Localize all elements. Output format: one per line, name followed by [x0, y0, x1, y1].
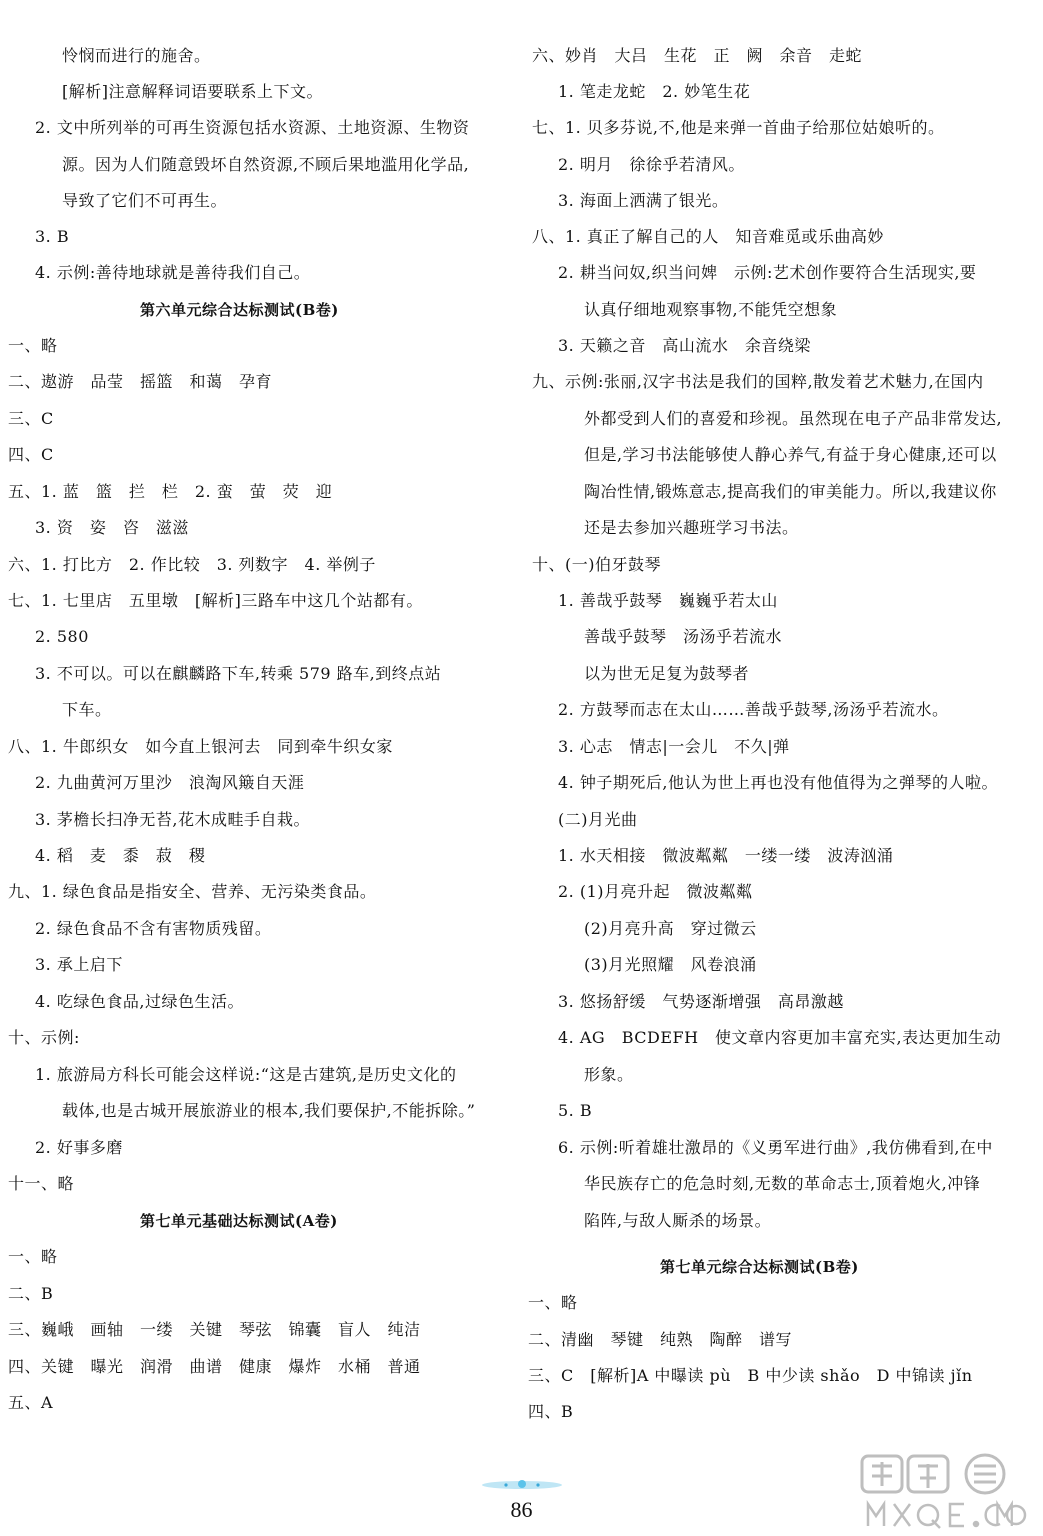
answer-line: 六、1. 打比方 2. 作比较 3. 列数字 4. 举例子 — [8, 555, 376, 574]
answer-line: 二、遨游 品莹 摇篮 和蔼 孕育 — [8, 372, 273, 391]
answer-line: 3. 资 姿 咨 滋滋 — [35, 518, 189, 537]
answer-line: 三、C — [8, 409, 54, 428]
answer-line: 八、1. 真正了解自己的人 知音难觅或乐曲高妙 — [532, 227, 884, 246]
answer-line: 6. 示例:听着雄壮激昂的《义勇军进行曲》,我仿佛看到,在中 — [558, 1138, 993, 1157]
answer-line: 1. 笔走龙蛇 2. 妙笔生花 — [558, 82, 751, 101]
answer-line: 4. AG BCDEFH 使文章内容更加丰富充实,表达更加生动 — [558, 1028, 1002, 1047]
answer-line: 2. 好事多磨 — [35, 1138, 123, 1157]
answer-line: 下车。 — [62, 700, 112, 719]
answer-line: 十一、略 — [8, 1174, 75, 1193]
answer-line: 3. 天籁之音 高山流水 余音绕梁 — [558, 336, 811, 355]
answer-line: 4. 示例:善待地球就是善待我们自己。 — [35, 263, 311, 282]
answer-line: 二、清幽 琴键 纯熟 陶醉 谱写 — [528, 1330, 793, 1349]
answer-line: 四、C — [8, 445, 54, 464]
answer-line: 载体,也是古城开展旅游业的根本,我们要保护,不能拆除。” — [62, 1101, 476, 1120]
answer-line: 外都受到人们的喜爱和珍视。虽然现在电子产品非常发达, — [584, 409, 1003, 428]
answer-line: 3. 茅檐长扫净无苔,花木成畦手自栽。 — [35, 810, 310, 829]
answer-line: 2. 方鼓琴而志在太山……善哉乎鼓琴,汤汤乎若流水。 — [558, 700, 949, 719]
answer-line: 1. 水天相接 微波粼粼 一缕一缕 波涛汹涌 — [558, 846, 894, 865]
answer-line: 七、1. 七里店 五里墩 [解析]三路车中这几个站都有。 — [8, 591, 423, 610]
answer-line: 4. 稻 麦 黍 菽 稷 — [35, 846, 206, 865]
answer-line: 3. B — [35, 227, 70, 246]
answer-line: 九、示例:张丽,汉字书法是我们的国粹,散发着艺术魅力,在国内 — [532, 372, 984, 391]
answer-line: 四、关键 曝光 润滑 曲谱 健康 爆炸 水桶 普通 — [8, 1357, 421, 1376]
answer-line: 源。因为人们随意毁坏自然资源,不顾后果地滥用化学品, — [62, 155, 470, 174]
answer-line: 一、略 — [8, 336, 58, 355]
answer-line: 一、略 — [8, 1247, 58, 1266]
page-number: 86 — [510, 1497, 533, 1522]
watermark-logo-icon — [860, 1452, 1035, 1530]
answer-line: 八、1. 牛郎织女 如今直上银河去 同到牵牛织女家 — [8, 737, 393, 756]
answer-line: 2. 580 — [35, 627, 89, 646]
answer-line: 1. 善哉乎鼓琴 巍巍乎若太山 — [558, 591, 778, 610]
answer-line: 3. 悠扬舒缓 气势逐渐增强 高昂激越 — [558, 992, 844, 1011]
answer-line: 五、1. 蓝 篮 拦 栏 2. 蛮 萤 荧 迎 — [8, 482, 333, 501]
answer-line: 3. 海面上洒满了银光。 — [558, 191, 729, 210]
answer-line: [解析]注意解释词语要联系上下文。 — [62, 82, 323, 101]
answer-line: 三、巍峨 画轴 一缕 关键 琴弦 锦囊 盲人 纯洁 — [8, 1320, 421, 1339]
answer-line: 陶冶性情,锻炼意志,提高我们的审美能力。所以,我建议你 — [584, 482, 997, 501]
answer-line: 四、B — [528, 1402, 574, 1421]
answer-line: 善哉乎鼓琴 汤汤乎若流水 — [584, 627, 783, 646]
answer-line: 怜悯而进行的施舍。 — [62, 46, 211, 65]
answer-line: 2. (1)月亮升起 微波粼粼 — [558, 882, 753, 901]
page-ornament-icon — [476, 1478, 568, 1490]
answer-line: 七、1. 贝多芬说,不,他是来弹一首曲子给那位姑娘听的。 — [532, 118, 945, 137]
answer-line: 2. 九曲黄河万里沙 浪淘风簸自天涯 — [35, 773, 305, 792]
answer-line: 一、略 — [528, 1293, 578, 1312]
answer-line: 5. B — [558, 1101, 593, 1120]
answer-line: 六、妙肖 大吕 生花 正 阙 余音 走蛇 — [532, 46, 863, 65]
answer-line: 2. 明月 徐徐乎若清风。 — [558, 155, 745, 174]
answer-line: 三、C [解析]A 中曝读 pù B 中少读 shǎo D 中锦读 jǐn — [528, 1366, 973, 1385]
answer-line: 4. 钟子期死后,他认为世上再也没有他值得为之弹琴的人啦。 — [558, 773, 998, 792]
answer-line: 2. 耕当问奴,织当问婢 示例:艺术创作要符合生活现实,要 — [558, 263, 977, 282]
section-heading: 第六单元综合达标测试(B卷) — [140, 301, 339, 319]
answer-line: 导致了它们不可再生。 — [62, 191, 228, 210]
answer-line: 3. 不可以。可以在麒麟路下车,转乘 579 路车,到终点站 — [35, 664, 442, 683]
answer-line: 九、1. 绿色食品是指安全、营养、无污染类食品。 — [8, 882, 377, 901]
answer-line: 二、B — [8, 1284, 54, 1303]
answer-line: 4. 吃绿色食品,过绿色生活。 — [35, 992, 244, 1011]
answer-line: 还是去参加兴趣班学习书法。 — [584, 518, 799, 537]
answer-line: (2)月亮升高 穿过微云 — [584, 919, 757, 938]
answer-line: (二)月光曲 — [558, 810, 638, 829]
answer-line: 认真仔细地观察事物,不能凭空想象 — [584, 300, 838, 319]
answer-line: 但是,学习书法能够使人静心养气,有益于身心健康,还可以 — [584, 445, 997, 464]
answer-line: 3. 心志 情志|一会儿 不久|弹 — [558, 737, 790, 756]
answer-line: 十、(一)伯牙鼓琴 — [532, 555, 661, 574]
answer-line: 2. 文中所列举的可再生资源包括水资源、土地资源、生物资 — [35, 118, 470, 137]
answer-line: 十、示例: — [8, 1028, 80, 1047]
answer-line: 华民族存亡的危急时刻,无数的革命志士,顶着炮火,冲锋 — [584, 1174, 981, 1193]
answer-line: 3. 承上启下 — [35, 955, 123, 974]
answer-line: 五、A — [8, 1393, 54, 1412]
answer-line: 陷阵,与敌人厮杀的场景。 — [584, 1211, 772, 1230]
answer-line: (3)月光照耀 风卷浪涌 — [584, 955, 757, 974]
answer-line: 1. 旅游局方科长可能会这样说:“这是古建筑,是历史文化的 — [35, 1065, 457, 1084]
section-heading: 第七单元综合达标测试(B卷) — [660, 1258, 859, 1276]
answer-line: 形象。 — [584, 1065, 634, 1084]
answer-line: 2. 绿色食品不含有害物质残留。 — [35, 919, 272, 938]
answer-line: 以为世无足复为鼓琴者 — [584, 664, 750, 683]
section-heading: 第七单元基础达标测试(A卷) — [140, 1212, 338, 1230]
